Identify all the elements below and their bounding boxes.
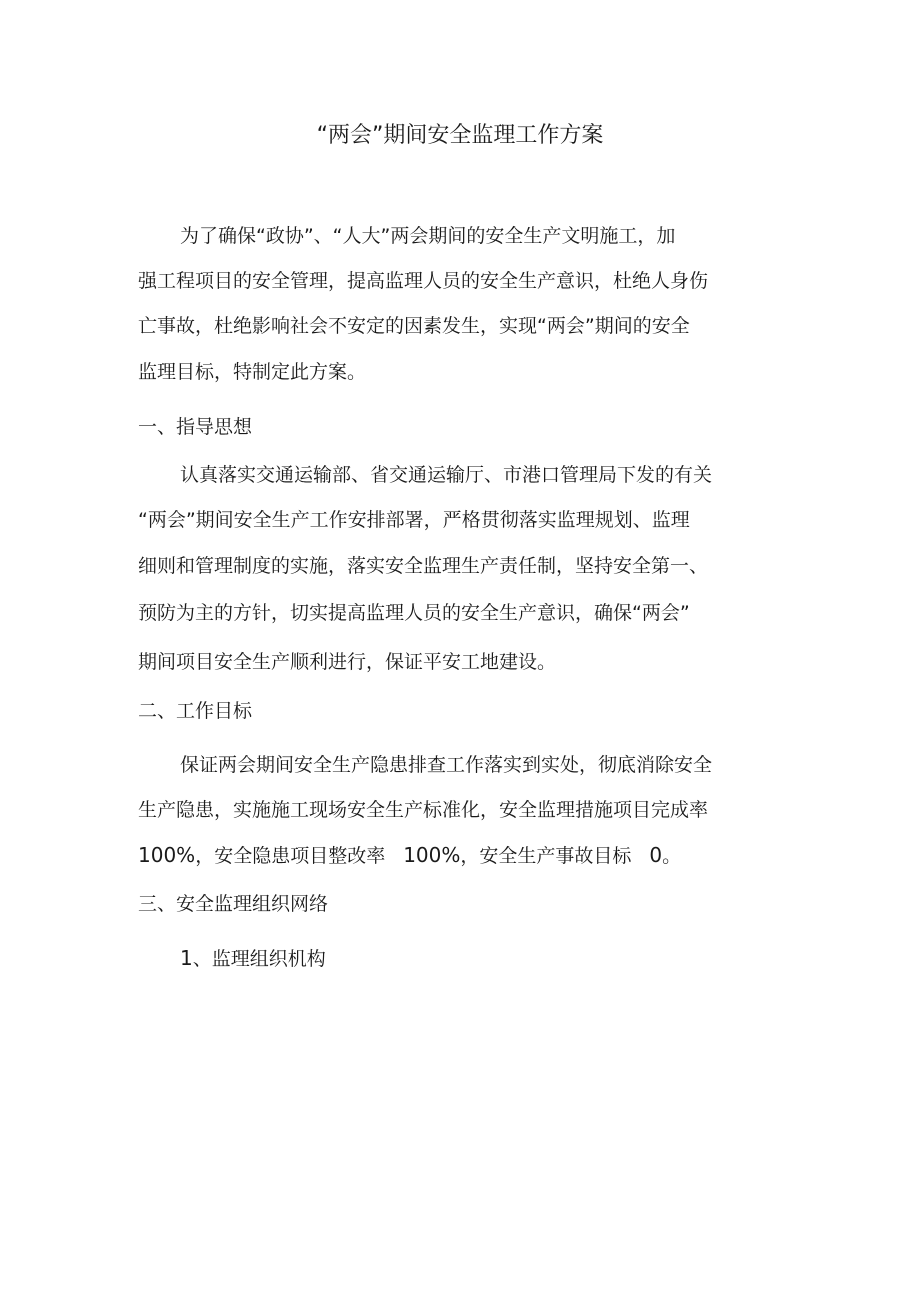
intro-line-4: 监理目标，特制定此方案。 bbox=[138, 361, 367, 383]
completion-rate-value: 100% bbox=[138, 843, 196, 867]
rectification-rate-value: 100% bbox=[403, 843, 461, 867]
document-title: “两会”期间安全监理工作方案 bbox=[316, 123, 604, 148]
section-2-heading: 二、工作目标 bbox=[138, 700, 253, 722]
intro-line-2: 强工程项目的安全管理，提高监理人员的安全生产意识，杜绝人身伤 bbox=[138, 270, 709, 292]
subsection-1-text: 、监理组织机构 bbox=[192, 948, 326, 970]
section-2-line-3-text-2: ，安全生产事故目标 bbox=[460, 845, 632, 867]
accident-target-value: 0 bbox=[649, 843, 663, 867]
section-1-line-5: 期间项目安全生产顺利进行，保证平安工地建设。 bbox=[138, 651, 557, 673]
subsection-1-number: 1 bbox=[180, 946, 193, 970]
subsection-1-heading bbox=[180, 943, 326, 974]
section-1-heading: 一、指导思想 bbox=[138, 416, 253, 438]
section-1-line-3: 细则和管理制度的实施，落实安全监理生产责任制，坚持安全第一、 bbox=[138, 555, 709, 577]
intro-line-3: 亡事故，杜绝影响社会不安定的因素发生，实现“两会”期间的安全 bbox=[138, 315, 690, 337]
section-1-line-4: 预防为主的方针，切实提高监理人员的安全生产意识，确保“两会” bbox=[138, 602, 690, 624]
section-3-heading: 三、安全监理组织网络 bbox=[138, 893, 329, 915]
section-1-line-1: 认真落实交通运输部、省交通运输厅、市港口管理局下发的有关 bbox=[180, 464, 713, 486]
section-2-line-3-end: 。 bbox=[662, 845, 682, 867]
section-2-line-1: 保证两会期间安全生产隐患排查工作落实到实处，彻底消除安全 bbox=[180, 754, 713, 776]
section-2-line-3 bbox=[138, 840, 681, 871]
section-2-line-2: 生产隐患，实施施工现场安全生产标准化，安全监理措施项目完成率 bbox=[138, 799, 709, 821]
section-1-line-2: “两会”期间安全生产工作安排部署，严格贯彻落实监理规划、监理 bbox=[138, 509, 690, 531]
intro-line-1: 为了确保“政协”、“人大”两会期间的安全生产文明施工，加 bbox=[180, 225, 676, 247]
section-2-line-3-text-1: ，安全隐患项目整改率 bbox=[195, 845, 386, 867]
